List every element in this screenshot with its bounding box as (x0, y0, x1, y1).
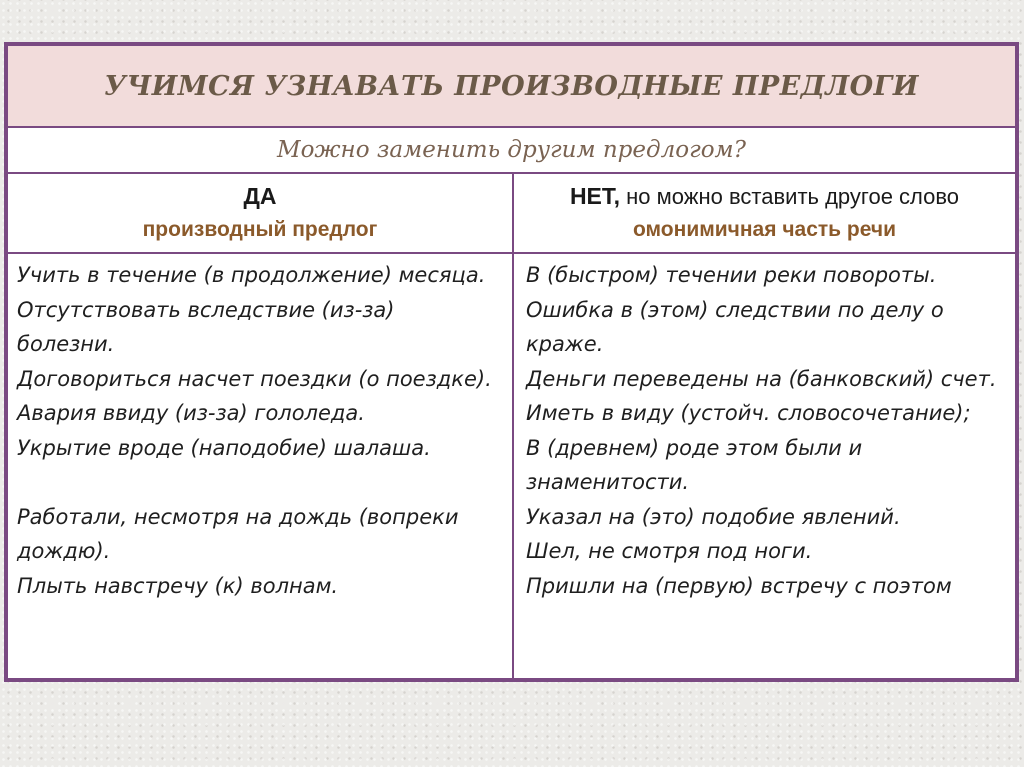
example-line: В (древнем) роде этом были и (526, 435, 863, 460)
example-line: дождю). (17, 539, 111, 563)
example-line: Иметь в виду (устойч. словосочетание); (526, 401, 971, 425)
yes-examples-column (8, 254, 514, 678)
example-line: Укрытие вроде (наподобие) шалаша. (17, 435, 431, 460)
header-no-heading-rest: но можно вставить другое слово (620, 184, 960, 209)
example-line: Работали, несмотря на дождь (вопреки (17, 504, 459, 529)
header-no-subheading: омонимичная часть речи (633, 217, 896, 241)
example-line: В (быстром) течении реки повороты. (526, 263, 937, 287)
example-line: Ошибка в (этом) следствии по делу о (526, 297, 944, 322)
header-yes-heading: ДА (243, 183, 277, 209)
question-text: Можно заменить другим предлогом? (277, 137, 746, 163)
question-row (8, 128, 1015, 174)
example-line: Договориться насчет поездки (о поездке). (17, 366, 492, 391)
example-line: Пришли на (первую) встречу с поэтом (526, 573, 952, 598)
example-line: болезни. (17, 332, 115, 356)
example-line: знаменитости. (526, 470, 690, 494)
header-cell-yes (8, 172, 514, 252)
no-examples-column (514, 254, 1015, 678)
example-line: Учить в течение (в продолжение) месяца. (17, 263, 486, 287)
header-no-heading: НЕТ, (569, 183, 621, 209)
table-title: УЧИМСЯ УЗНАВАТЬ ПРОИЗВОДНЫЕ ПРЕДЛОГИ (104, 70, 919, 102)
column-header-row (8, 172, 1015, 254)
example-line: Авария ввиду (из-за) гололеда. (17, 401, 365, 425)
title-row (8, 46, 1015, 128)
example-line: краже. (526, 332, 604, 356)
examples-row (8, 254, 1015, 678)
example-line: Шел, не смотря под ноги. (526, 539, 813, 563)
example-line: Отсутствовать вследствие (из-за) (17, 297, 395, 322)
example-line: Указал на (это) подобие явлений. (526, 504, 901, 529)
header-cell-no (514, 172, 1015, 252)
example-line-blank (17, 465, 504, 500)
example-line: Плыть навстречу (к) волнам. (17, 573, 339, 598)
header-yes-subheading: производный предлог (142, 217, 378, 241)
prepositions-table (4, 42, 1019, 682)
example-line: Деньги переведены на (банковский) счет. (526, 366, 997, 391)
